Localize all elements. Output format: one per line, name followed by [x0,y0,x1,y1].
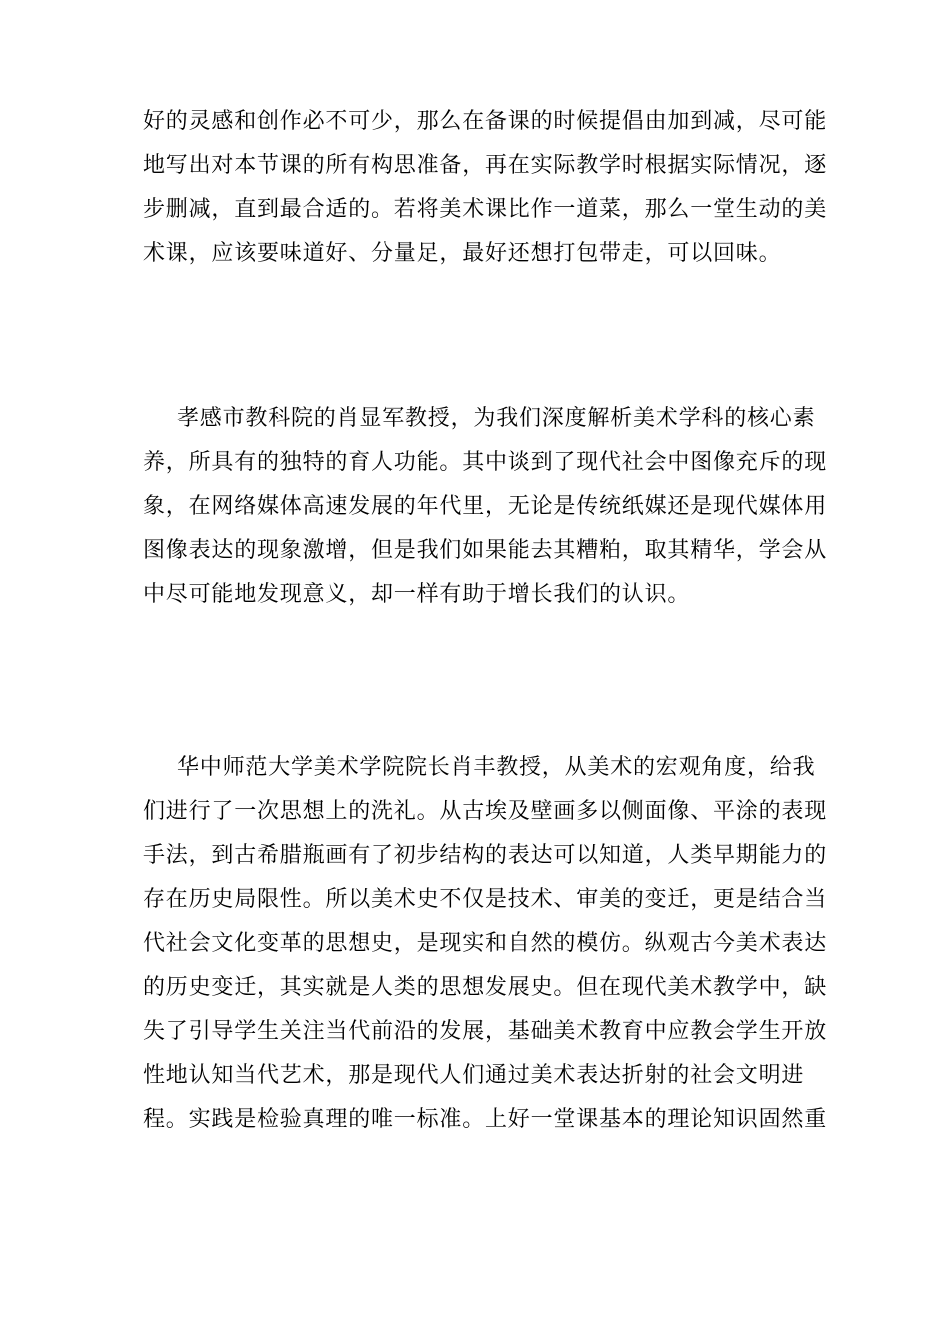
paragraph-line: 好的灵感和创作必不可少，那么在备课的时候提倡由加到减，尽可能 [143,109,828,134]
paragraph-line: 步删减，直到最合适的。若将美术课比作一道菜，那么一堂生动的美 [143,197,828,222]
paragraph-line: 术课，应该要味道好、分量足，最好还想打包带走，可以回味。 [143,241,782,266]
paragraph-line: 孝感市教科院的肖显军教授，为我们深度解析美术学科的核心素 [177,406,816,431]
paragraph-line: 失了引导学生关注当代前沿的发展，基础美术教育中应教会学生开放 [143,1019,828,1044]
paragraph-line: 中尽可能地发现意义，却一样有助于增长我们的认识。 [143,582,691,607]
paragraph-line: 手法，到古希腊瓶画有了初步结构的表达可以知道，人类早期能力的 [143,843,828,868]
paragraph-line: 们进行了一次思想上的洗礼。从古埃及壁画多以侧面像、平涂的表现 [143,799,828,824]
paragraph-line: 地写出对本节课的所有构思准备，再在实际教学时根据实际情况，逐 [143,153,828,178]
paragraph-line: 性地认知当代艺术，那是现代人们通过美术表达折射的社会文明进 [143,1063,805,1088]
paragraph-1 [143,100,828,276]
paragraph-line: 存在历史局限性。所以美术史不仅是技术、审美的变迁，更是结合当 [143,887,828,912]
paragraph-line: 象，在网络媒体高速发展的年代里，无论是传统纸媒还是现代媒体用 [143,494,828,519]
paragraph-3 [143,746,828,1142]
paragraph-line: 的历史变迁，其实就是人类的思想发展史。但在现代美术教学中，缺 [143,975,828,1000]
paragraph-line: 华中师范大学美术学院院长肖丰教授，从美术的宏观角度，给我 [177,755,816,780]
paragraph-line: 养，所具有的独特的育人功能。其中谈到了现代社会中图像充斥的现 [143,450,828,475]
paragraph-line: 图像表达的现象激增，但是我们如果能去其糟粕，取其精华，学会从 [143,538,828,563]
paragraph-line: 程。实践是检验真理的唯一标准。上好一堂课基本的理论知识固然重 [143,1107,828,1132]
paragraph-line: 代社会文化变革的思想史，是现实和自然的模仿。纵观古今美术表达 [143,931,828,956]
paragraph-2 [143,397,828,617]
